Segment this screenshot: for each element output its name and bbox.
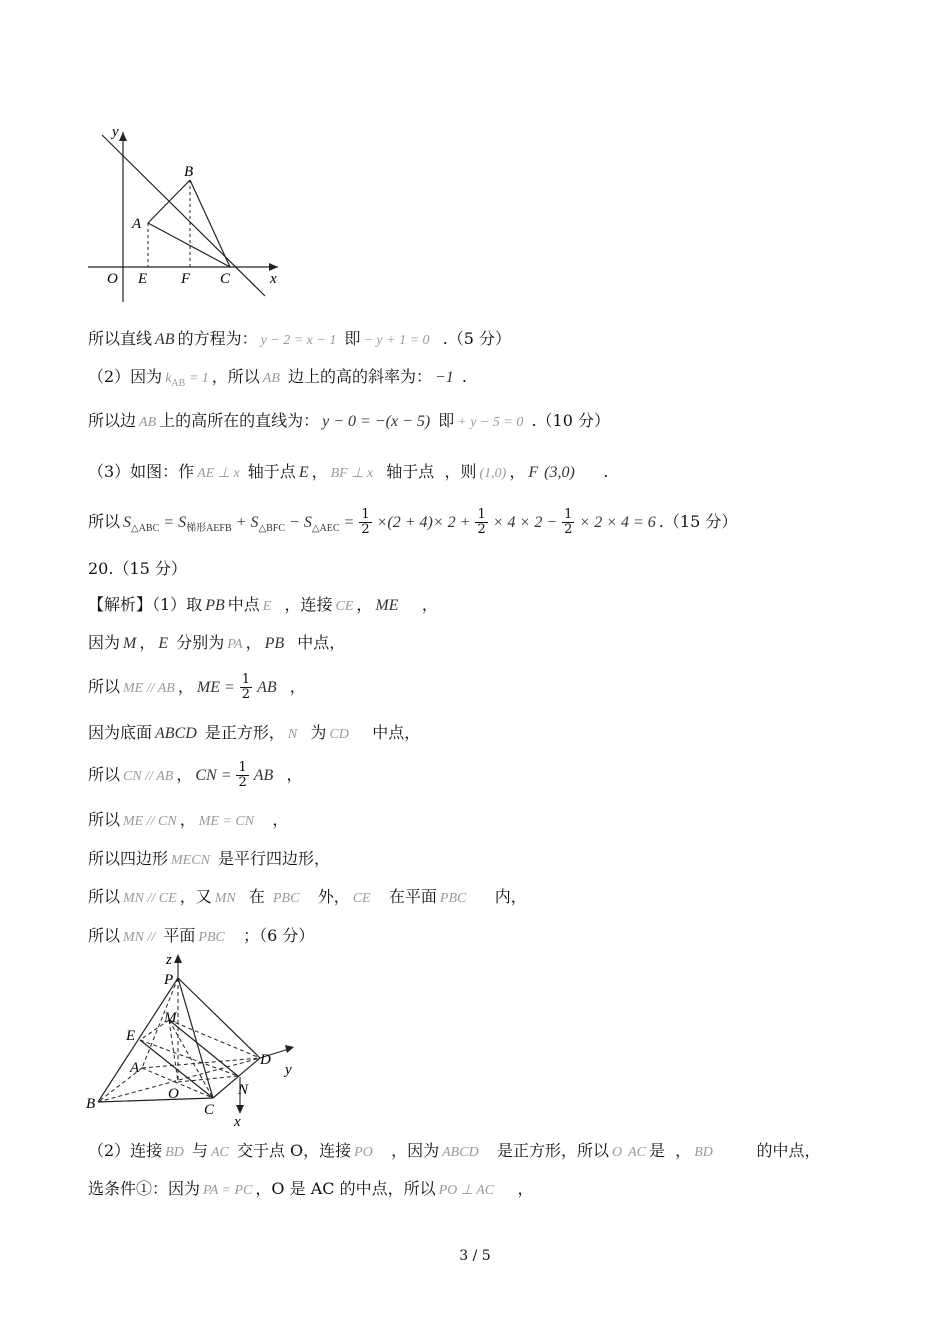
- y-axis-arrow: [119, 132, 127, 141]
- text: ，则: [444, 462, 477, 481]
- text: 是正方形，: [204, 723, 285, 742]
- math: y − 2 = x − 1: [260, 333, 337, 348]
- math: F: [528, 464, 539, 481]
- text: ，所以: [211, 367, 260, 386]
- math: ABCD: [155, 725, 197, 742]
- segment-ac: [148, 223, 230, 267]
- text: 【解析】（1）取: [88, 595, 203, 614]
- text: （2）连接: [88, 1141, 163, 1160]
- line-midpoints: [88, 632, 345, 656]
- text: .: [603, 462, 609, 481]
- text: 是正方形，所以: [496, 1141, 609, 1160]
- segment-en: [140, 1040, 238, 1076]
- fraction: $\frac{1}{2}$: [564, 507, 573, 537]
- math: ×(2 + 4)× 2 +: [376, 514, 471, 531]
- math: × 2 × 4 = 6: [579, 514, 656, 531]
- label-o: O: [168, 1086, 179, 1102]
- text: 所以: [88, 677, 121, 696]
- fraction: $\frac{1}{2}$: [477, 507, 486, 537]
- math: y − 0 = −(x − 5): [322, 413, 431, 430]
- line-parallelogram: [88, 848, 330, 872]
- math: S: [250, 514, 259, 531]
- text: .（5 分）: [442, 329, 512, 348]
- math: BF ⊥ x: [330, 466, 374, 481]
- text: 是: [648, 1141, 665, 1160]
- math: ME = CN: [198, 814, 255, 829]
- text: 所以: [88, 765, 121, 784]
- math: ME // AB: [123, 681, 175, 696]
- text: 平面: [163, 926, 196, 945]
- text: 20.（15 分）: [88, 559, 187, 578]
- label-e: E: [138, 271, 148, 287]
- math: MECN: [171, 853, 210, 868]
- math: M: [123, 635, 137, 652]
- text: 内，: [494, 887, 527, 906]
- math: PO: [354, 1145, 373, 1160]
- label-y: y: [285, 1062, 292, 1078]
- text: 即: [438, 411, 455, 430]
- math: = 1: [188, 371, 209, 386]
- math: CD: [329, 727, 349, 742]
- math: PB: [264, 635, 285, 652]
- line-area: [88, 507, 737, 544]
- math: (3,0): [544, 464, 575, 481]
- math: S: [123, 514, 132, 531]
- text: ，: [139, 633, 156, 652]
- math: AE ⊥ x: [197, 466, 240, 481]
- text: 上的高所在的直线为：: [159, 411, 320, 430]
- line-take-midpoint: [88, 594, 438, 618]
- math-sub: AB: [171, 378, 186, 389]
- text: 轴于点: [247, 462, 296, 481]
- text: 因为: [88, 633, 121, 652]
- text: ，: [675, 1141, 692, 1160]
- label-o: O: [107, 271, 118, 287]
- text: 所以直线: [88, 329, 153, 348]
- text: ，: [421, 595, 438, 614]
- pyramid-figure: [80, 950, 320, 1130]
- label-p: P: [164, 972, 174, 988]
- coordinate-figure: [80, 120, 300, 310]
- line-ab-equation: [88, 328, 511, 352]
- z-axis-arrow: [174, 954, 182, 963]
- y-axis-arrow: [285, 1045, 294, 1053]
- math: PB: [205, 597, 225, 614]
- fraction: $\frac{1}{2}$: [361, 507, 370, 537]
- problem-20-heading: [88, 558, 187, 580]
- text: .（10 分）: [531, 411, 610, 430]
- segment-mn: [169, 1020, 238, 1076]
- label-m: M: [164, 1010, 177, 1026]
- text: 的方程为：: [177, 329, 258, 348]
- text: 中点: [227, 595, 260, 614]
- text: ，: [289, 677, 306, 696]
- line-condition-1: [88, 1178, 533, 1202]
- text: （3）如图：作: [88, 462, 195, 481]
- text: 边上的高的斜率为：: [287, 367, 432, 386]
- text: 所以边: [88, 411, 137, 430]
- text: （2）因为: [88, 367, 163, 386]
- text: 中点，: [297, 633, 346, 652]
- label-x: x: [270, 271, 277, 287]
- math: +: [235, 514, 247, 531]
- text: 与: [191, 1141, 208, 1160]
- math: O: [611, 1145, 623, 1160]
- math: AB: [155, 331, 175, 348]
- math: E: [298, 464, 309, 481]
- math: ME =: [196, 679, 235, 696]
- math: AC: [210, 1145, 229, 1160]
- text: 所以: [88, 810, 121, 829]
- line-base-square: [88, 722, 420, 746]
- math: PA: [227, 637, 243, 652]
- text: ，连接: [284, 595, 333, 614]
- x-axis-arrow: [236, 1105, 244, 1114]
- text: 即: [344, 329, 361, 348]
- label-d: D: [260, 1052, 271, 1068]
- text: ，: [177, 677, 194, 696]
- math: + y − 5 = 0: [457, 415, 524, 430]
- text: 的中点，: [756, 1141, 821, 1160]
- text: 中点，: [372, 723, 421, 742]
- math: BD: [165, 1145, 184, 1160]
- math: ABCD: [442, 1145, 479, 1160]
- line-me-parallel-ab: [88, 672, 306, 704]
- math: −1: [435, 369, 454, 386]
- label-c: C: [220, 271, 231, 287]
- text: 在: [248, 887, 265, 906]
- text: 轴于点: [386, 462, 435, 481]
- text: 外，: [317, 887, 350, 906]
- line-mn-parallel-plane: [88, 925, 314, 949]
- text: 是平行四边形，: [218, 849, 331, 868]
- math-sub: 梯形AEFB: [186, 523, 232, 534]
- edge-bc: [98, 1098, 213, 1102]
- text: 交于点 O，连接: [236, 1141, 352, 1160]
- math: PA = PC: [203, 1183, 253, 1198]
- math: k: [165, 371, 172, 386]
- math: AC: [628, 1145, 646, 1160]
- math: AB: [262, 371, 280, 386]
- label-n: N: [238, 1082, 249, 1098]
- math: CE: [335, 599, 354, 614]
- text: ，: [176, 765, 193, 784]
- text: 为: [310, 723, 327, 742]
- text: ，: [245, 633, 262, 652]
- math: E: [158, 635, 169, 652]
- text: .（15 分）: [658, 512, 738, 531]
- label-b: B: [86, 1096, 96, 1112]
- text: ，: [272, 810, 289, 829]
- math: BD: [694, 1145, 713, 1160]
- fraction: $\frac{1}{2}$: [238, 760, 247, 790]
- text: 分别为: [176, 633, 225, 652]
- text: 在平面: [388, 887, 437, 906]
- text: 所以四边形: [88, 849, 169, 868]
- math: AB: [257, 679, 277, 696]
- math-sub: △ABC: [131, 523, 160, 534]
- text: 因为底面: [88, 723, 153, 742]
- text: ，O 是 AC 的中点，所以: [255, 1179, 436, 1198]
- text: ；（6 分）: [243, 926, 315, 945]
- math: (1,0): [479, 466, 507, 481]
- math-sub: △AEC: [311, 523, 340, 534]
- math: =: [343, 514, 355, 531]
- math: CN // AB: [123, 769, 174, 784]
- math: − y + 1 = 0: [363, 333, 430, 348]
- math: PBC: [272, 891, 300, 906]
- line-construction: [88, 461, 608, 485]
- math: −: [289, 514, 300, 531]
- text: ，: [509, 462, 526, 481]
- label-z: z: [166, 952, 172, 968]
- math: MN //: [123, 930, 156, 945]
- text: 所以: [88, 887, 121, 906]
- line-part2-connect: [88, 1140, 821, 1164]
- segment-bc: [190, 180, 230, 267]
- text: ，又: [179, 887, 212, 906]
- segment-mo: [169, 1020, 178, 1082]
- fraction: $\frac{1}{2}$: [241, 672, 251, 702]
- math: S: [178, 514, 187, 531]
- math: AB: [139, 415, 157, 430]
- text: ，: [179, 810, 196, 829]
- text: ，: [517, 1179, 534, 1198]
- label-f: F: [181, 271, 191, 287]
- label-a: A: [132, 216, 142, 232]
- text: ，因为: [391, 1141, 440, 1160]
- text: ，: [311, 462, 328, 481]
- segment-md: [169, 1020, 260, 1058]
- math: PO ⊥ AC: [438, 1183, 495, 1198]
- line-mn-parallel-ce: [88, 886, 527, 910]
- math: E: [262, 599, 272, 614]
- line-me-parallel-cn: [88, 809, 288, 833]
- label-c: C: [204, 1102, 215, 1118]
- math-sub: △BFC: [258, 523, 286, 534]
- math: AB: [253, 767, 274, 784]
- math: × 4 × 2 −: [492, 514, 558, 531]
- x-axis-arrow: [269, 263, 278, 271]
- edge-pd: [178, 978, 260, 1058]
- label-x: x: [234, 1114, 241, 1130]
- text: 所以: [88, 926, 121, 945]
- math: ME: [375, 597, 399, 614]
- text: ，: [286, 765, 303, 784]
- math: =: [163, 514, 175, 531]
- page-number: 3 / 5: [459, 1248, 491, 1264]
- math: ME // CN: [123, 814, 177, 829]
- text: 选条件①：因为: [88, 1179, 201, 1198]
- line-slope: [88, 366, 467, 395]
- math: CE: [352, 891, 371, 906]
- label-b: B: [184, 164, 194, 180]
- math: MN // CE: [123, 891, 177, 906]
- line-cn-parallel-ab: [88, 760, 303, 792]
- label-a: A: [130, 1060, 140, 1076]
- math: CN =: [195, 767, 232, 784]
- label-y: y: [112, 124, 119, 140]
- text: 所以: [88, 512, 121, 531]
- math: S: [303, 514, 312, 531]
- text: .: [461, 367, 467, 386]
- math: N: [287, 727, 298, 742]
- text: ，: [356, 595, 373, 614]
- line-altitude: [88, 410, 610, 434]
- math: MN: [214, 891, 236, 906]
- math: PBC: [198, 930, 225, 945]
- label-e: E: [126, 1028, 136, 1044]
- math: PBC: [439, 891, 467, 906]
